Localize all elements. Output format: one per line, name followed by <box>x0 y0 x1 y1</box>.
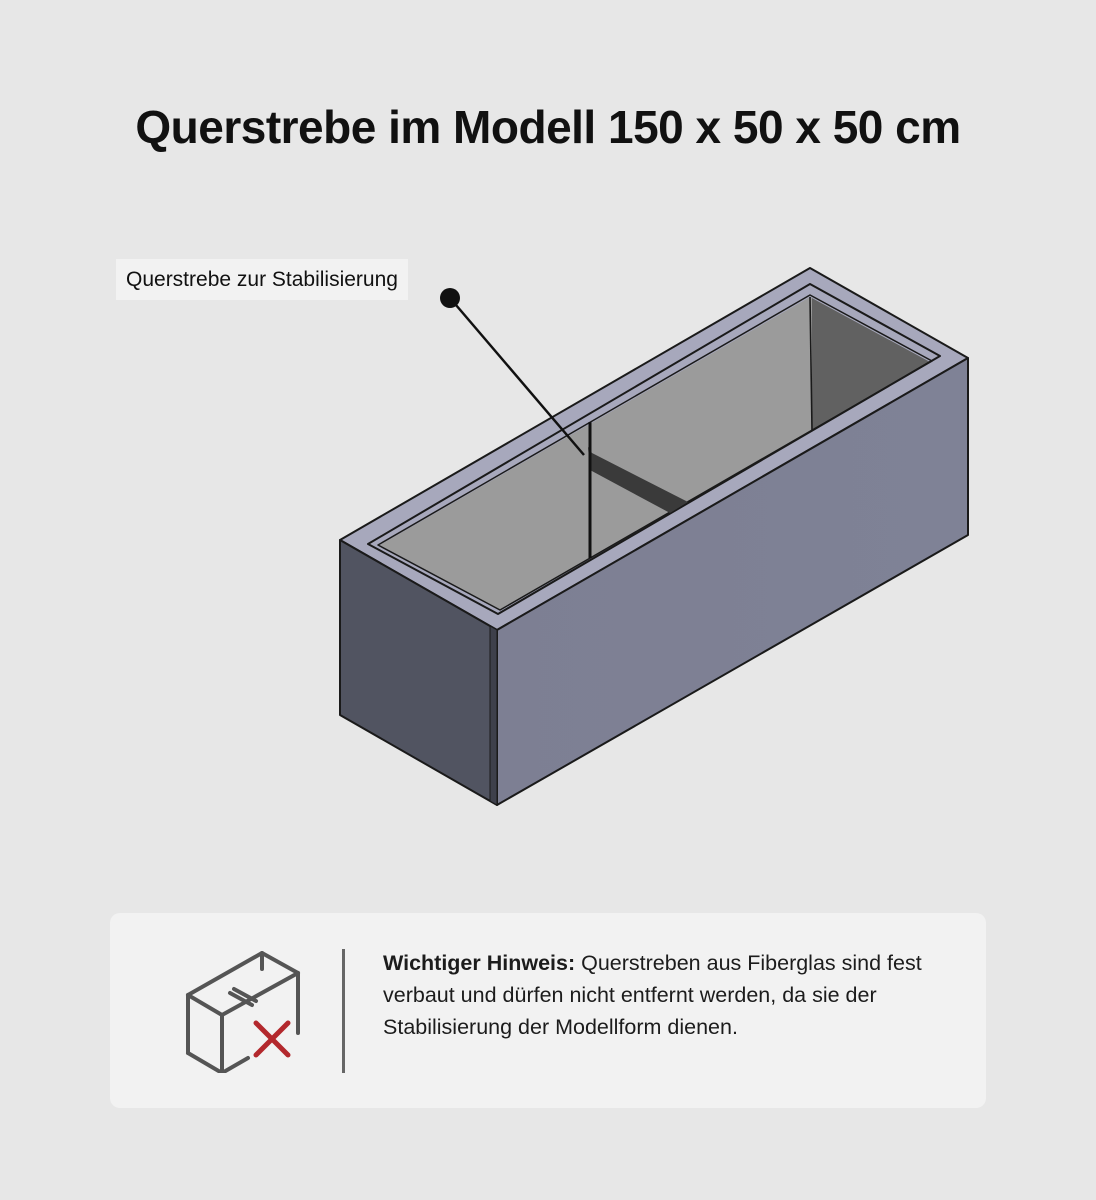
important-note-panel <box>110 913 986 1108</box>
crossbar-callout-label: Querstrebe zur Stabilisierung <box>116 259 408 300</box>
callout-pointer <box>450 298 584 455</box>
cross-icon <box>256 1023 288 1055</box>
planter-no-strut-warning-icon <box>182 949 302 1073</box>
note-divider <box>342 949 345 1073</box>
callout-dot <box>440 288 460 308</box>
note-heading: Wichtiger Hinweis: <box>383 951 576 975</box>
note-text <box>383 947 923 1043</box>
note-body: Querstreben aus Fiberglas sind fest verbaut und dürfen nicht entfernt werden, da sie der Stabilisierung der Modellform dienen. <box>383 951 922 1039</box>
page-title: Querstrebe im Modell 150 x 50 x 50 cm <box>135 101 961 153</box>
